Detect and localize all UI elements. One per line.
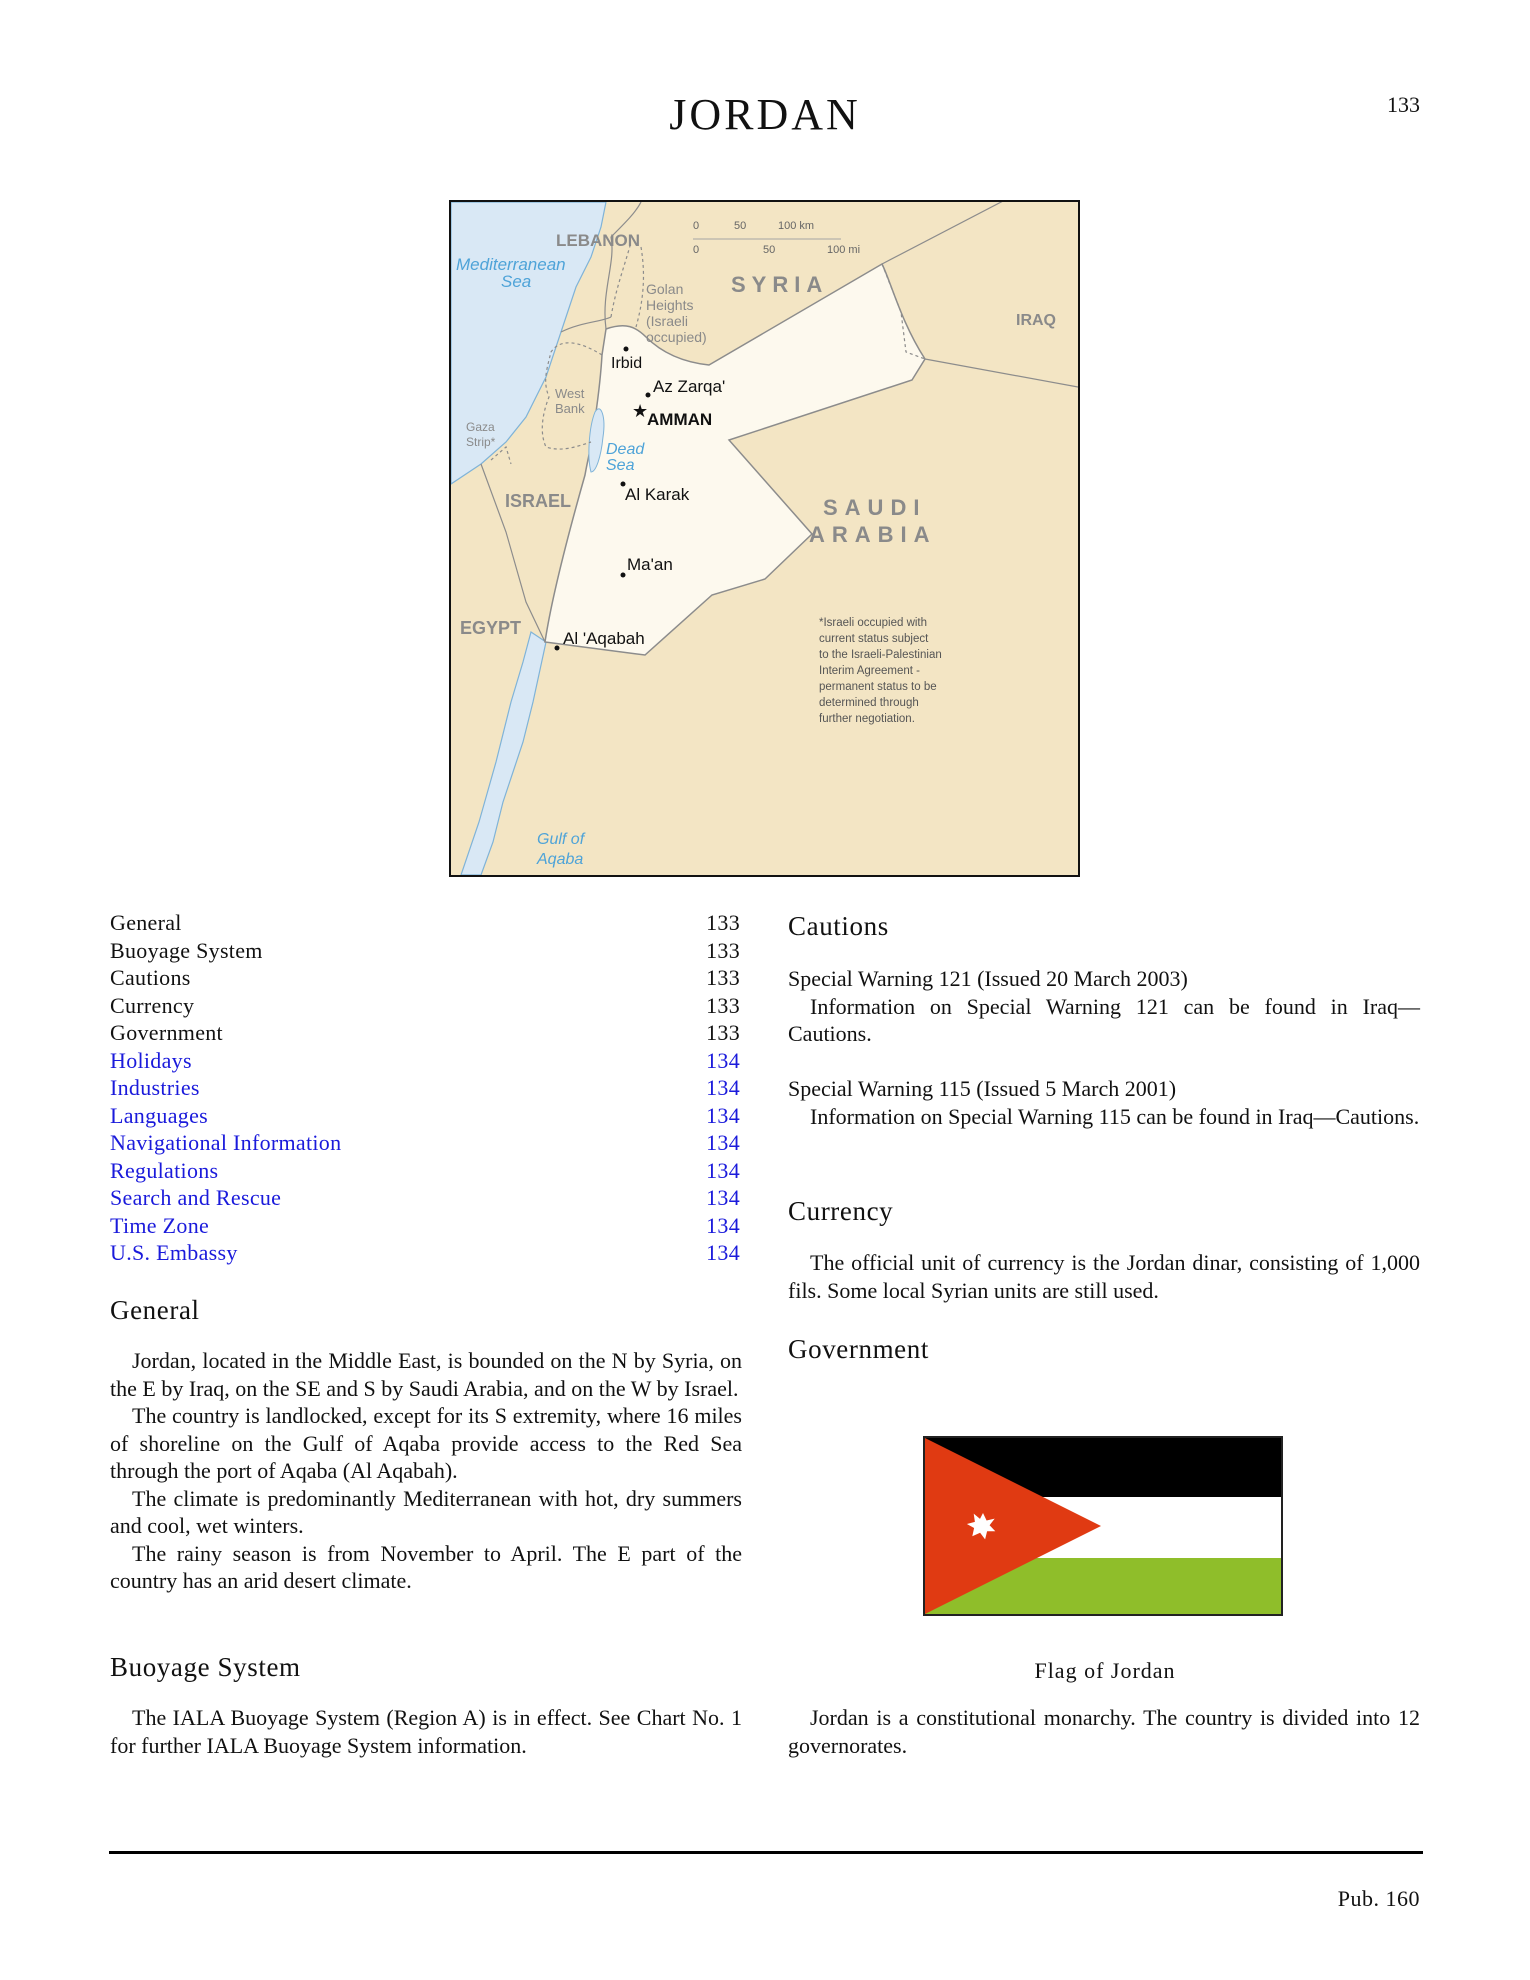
svg-text:Interim Agreement -: Interim Agreement -: [819, 665, 920, 677]
page-number: 133: [1387, 92, 1420, 117]
toc-item-currency[interactable]: Currency 133: [110, 992, 740, 1018]
svg-text:Aqaba: Aqaba: [537, 851, 584, 868]
svg-text:Sea: Sea: [606, 457, 635, 474]
svg-text:Bank: Bank: [555, 401, 585, 416]
section-heading-currency: Currency: [788, 1196, 894, 1226]
svg-text:Gaza: Gaza: [466, 420, 495, 434]
map-label-syria: SYRIA: [731, 272, 829, 297]
svg-text:permanent status to be: permanent status to be: [819, 681, 937, 693]
svg-text:West: West: [555, 386, 585, 401]
warning-text: Information on Special Warning 115 can be found in Iraq—Cautions.: [810, 1103, 1420, 1129]
toc-link-holidays[interactable]: Holidays 134: [110, 1047, 740, 1073]
map-label-lebanon: LEBANON: [556, 231, 641, 250]
warning-title: Special Warning 121 (Issued 20 March 2003): [788, 966, 1188, 991]
section-body-currency: [788, 1249, 1420, 1304]
paragraph: The official unit of currency is the Jordan dinar, consisting of 1,000 fils. Some local Syrian units are still used.: [788, 1250, 1420, 1303]
toc-link-navigational-information[interactable]: Navigational Information 134: [110, 1130, 740, 1155]
paragraph: The climate is predominantly Mediterranean with hot, dry summers and cool, wet winters.: [110, 1485, 742, 1538]
section-heading-general: General: [110, 1295, 200, 1325]
paragraph: Jordan is a constitutional monarchy. The country is divided into 12 governorates.: [788, 1705, 1420, 1758]
toc-item-general[interactable]: General 133: [110, 910, 740, 935]
map-city-karak: Al Karak: [625, 485, 690, 504]
map-city-zarqa: Az Zarqa': [653, 377, 726, 396]
svg-text:(Israeli: (Israeli: [646, 313, 689, 329]
svg-text:Gulf of: Gulf of: [537, 831, 585, 848]
map-city-amman: AMMAN: [647, 410, 713, 429]
svg-text:ARABIA: ARABIA: [809, 522, 937, 547]
paragraph: The country is landlocked, except for its S extremity, where 16 miles of shoreline on the Gulf of Aqaba provide access to the Red Sea through the port of Aqaba (Al Aqabah).: [110, 1403, 742, 1483]
jordan-map: [449, 200, 1080, 877]
svg-text:Golan: Golan: [646, 281, 684, 297]
toc-item-government[interactable]: Government 133: [110, 1020, 740, 1045]
svg-text:determined through: determined through: [819, 697, 919, 709]
map-label-egypt: EGYPT: [460, 618, 522, 638]
svg-text:Dead: Dead: [606, 441, 645, 458]
toc-link-languages[interactable]: Languages 134: [110, 1102, 740, 1128]
section-body-government: [788, 1704, 1420, 1759]
section-heading-buoyage-system: Buoyage System: [110, 1652, 301, 1682]
map-label-iraq: IRAQ: [1016, 312, 1056, 329]
publication-label: Pub. 160: [1337, 1886, 1420, 1911]
footer-divider: [109, 1851, 1423, 1854]
warning-title: Special Warning 115 (Issued 5 March 2001): [788, 1076, 1177, 1101]
flag-caption: Flag of Jordan: [1034, 1658, 1176, 1683]
svg-text:50: 50: [734, 220, 747, 232]
toc-item-buoyage-system[interactable]: Buoyage System 133: [110, 937, 740, 963]
svg-text:to the Israeli-Palestinian: to the Israeli-Palestinian: [819, 649, 942, 661]
toc-link-time-zone[interactable]: Time Zone 134: [110, 1212, 740, 1238]
toc-item-cautions[interactable]: Cautions 133: [110, 965, 740, 990]
svg-text:0: 0: [693, 244, 700, 256]
map-label-sea: Sea: [501, 272, 532, 291]
warning-text: Information on Special Warning 121 can be found in Iraq—Cautions.: [788, 993, 1420, 1046]
svg-text:current status subject: current status subject: [819, 633, 929, 645]
paragraph: The IALA Buoyage System (Region A) is in effect. See Chart No. 1 for further IALA Buoyage System information.: [110, 1705, 742, 1758]
toc-link-industries[interactable]: Industries 134: [110, 1075, 740, 1100]
map-label-mediterranean: Mediterranean: [456, 255, 566, 274]
map-graphic: [451, 202, 1078, 875]
toc-link-regulations[interactable]: Regulations 134: [110, 1157, 740, 1183]
section-heading-cautions: Cautions: [788, 911, 889, 941]
section-body-cautions: [788, 965, 1420, 1130]
svg-text:100 mi: 100 mi: [827, 244, 861, 256]
svg-text:50: 50: [763, 244, 776, 256]
flag-graphic: [925, 1438, 1281, 1614]
map-city-irbid: Irbid: [611, 355, 643, 372]
section-body-buoyage-system: [110, 1704, 742, 1759]
map-city-maan: Ma'an: [627, 555, 673, 574]
svg-text:*Israeli occupied with: *Israeli occupied with: [819, 617, 928, 629]
flag-of-jordan-image: [923, 1436, 1283, 1616]
svg-text:occupied): occupied): [646, 329, 707, 345]
paragraph: Jordan, located in the Middle East, is bounded on the N by Syria, on the E by Iraq, on the SE and S by Saudi Arabia, and on the W by Israel.: [110, 1348, 742, 1401]
svg-text:Strip*: Strip*: [466, 435, 496, 449]
svg-text:Heights: Heights: [646, 297, 694, 313]
map-label-israel: ISRAEL: [505, 491, 572, 511]
map-city-aqabah: Al 'Aqabah: [563, 629, 645, 648]
section-body-general: [110, 1347, 742, 1595]
svg-text:100 km: 100 km: [778, 220, 815, 232]
section-heading-government: Government: [788, 1334, 929, 1364]
page-title: JORDAN: [669, 90, 861, 139]
toc-link-us-embassy[interactable]: U.S. Embassy 134: [110, 1240, 740, 1265]
paragraph: The rainy season is from November to April. The E part of the country has an arid desert climate.: [110, 1540, 742, 1593]
map-label-saudi: SAUDI: [823, 495, 927, 520]
svg-text:further negotiation.: further negotiation.: [819, 713, 915, 725]
capital-star-icon: ★: [632, 401, 649, 421]
toc-link-search-and-rescue[interactable]: Search and Rescue 134: [110, 1185, 740, 1210]
svg-text:0: 0: [693, 220, 700, 232]
table-of-contents: [110, 909, 740, 1267]
